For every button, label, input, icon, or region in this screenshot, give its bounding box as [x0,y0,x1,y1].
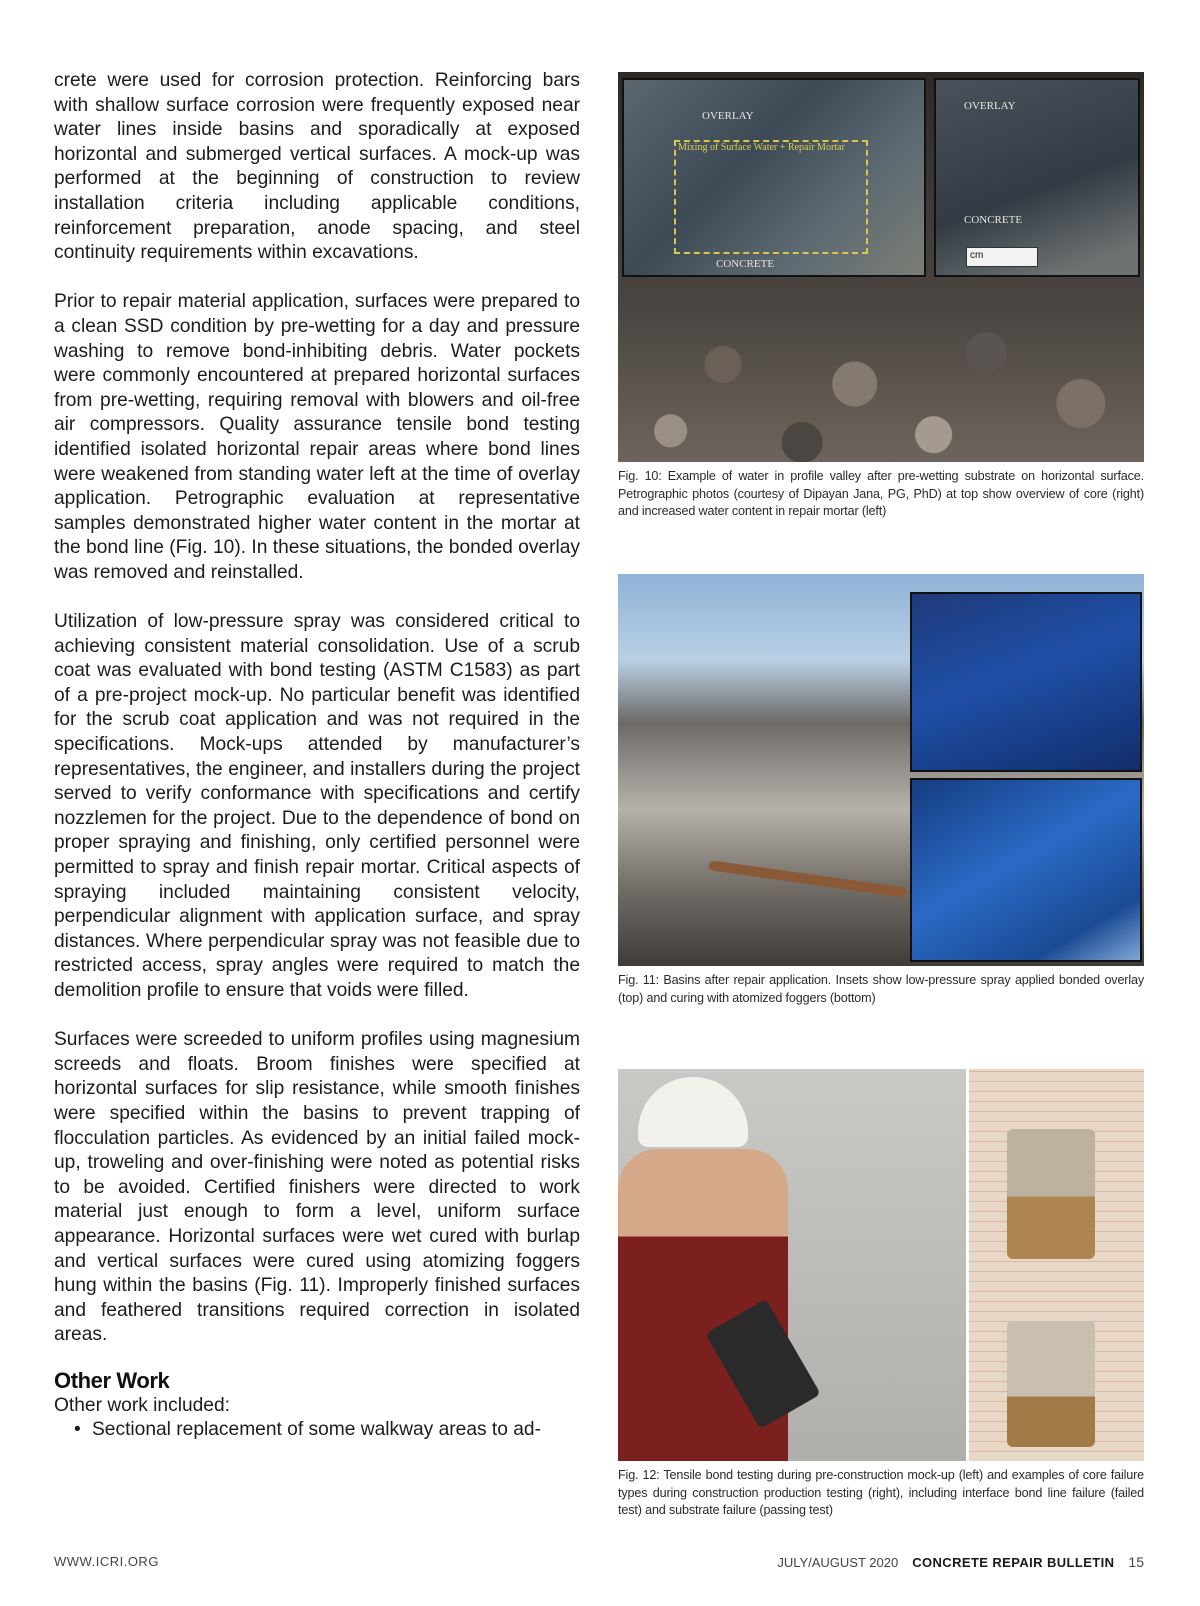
figure-11 [618,574,1144,1007]
footer-website: WWW.ICRI.ORG [54,1554,159,1569]
paragraph: Utilization of low-pressure spray was considered critical to achieving consistent material consolidation. Use of a scrub coat was evaluated with bond testing (ASTM C1583) as part of a pre-project mock-up. No particular benefit was identified for the scrub coat application and was not required in the specifications. Mock-ups attended by manufacturer’s representatives, the engineer, and installers during the project served to verify conformance with specifications and certify nozzlemen for the project. Due to the dependence of bond on proper spraying and finishing, only certified personnel were permitted to spray and finish repair mortar. Critical aspects of spraying included maintaining consistent velocity, perpendicular alignment with application surface, and spray distances. Where perpendicular spray was not feasible due to restricted access, spray angles were required to match the demolition profile to ensure that voids were filled. [54,611,580,1001]
figure-10-photo [618,72,1144,462]
overlay-label: OVERLAY [702,110,754,122]
paragraph: Prior to repair material application, surfaces were prepared to a clean SSD condition by pre-wetting for a day and pressure washing to remove bond-inhibiting debris. Water pockets were commonly encountered at prepared horizontal surfaces from pre-wetting, requiring removal with blowers and oil-free air compressors. Quality assurance tensile bond testing identified isolated horizontal repair areas where bond lines were weakened from standing water left at the time of overlay application. Petrographic evaluation at representative samples demonstrated higher water content in the mortar at the bond line (Fig. 10). In these situations, the bonded overlay was removed and reinstalled. [54,291,580,583]
article-text-column [54,69,580,1443]
paragraph: crete were used for corrosion protection. Reinforcing bars with shallow surface corrosion were frequently exposed near water lines inside basins and sporadically at exposed horizontal and submerged vertical surfaces. A mock-up was performed at the beginning of construction to review installation criteria including applicable conditions, reinforcement preparation, anode spacing, and steel continuity requirements within excavations. [54,70,580,264]
overlay-label: OVERLAY [964,100,1016,112]
core-samples-photo [966,1069,1144,1461]
page-number: 15 [1128,1554,1144,1570]
figure-12-photo [618,1069,1144,1461]
figure-11-caption: Fig. 11: Basins after repair application. Insets show low-pressure spray applied bonded overlay (top) and curing with atomized foggers (bottom) [618,973,1144,1005]
section-heading: Other Work [54,1367,170,1393]
figure-11-photo [618,574,1144,966]
paragraph: Surfaces were screeded to uniform profiles using magnesium screeds and floats. Broom finishes were specified at horizontal surfaces for slip resistance, while smooth finishes were specified within the basins to prevent trapping of flocculation particles. As evidenced by an initial failed mock-up, troweling and over-finishing were noted as potential risks to be avoided. Certified finishers were directed to work material just enough to form a level, uniform surface appearance. Horizontal surfaces were wet cured with burlap and vertical surfaces were cured using atomizing foggers hung within the basins (Fig. 11). Improperly finished surfaces and feathered transitions required correction in isolated areas. [54,1029,580,1346]
publication-name: CONCRETE REPAIR BULLETIN [912,1555,1115,1570]
petrographic-photo-left [622,78,926,277]
scale-bar [966,247,1038,267]
figure-10 [618,72,1144,521]
bullet-list [54,1418,580,1443]
core-sample-substrate-failure [1007,1321,1095,1447]
fogger-curing-inset [910,778,1142,962]
hose [708,860,907,898]
core-sample-interface-failure [1007,1129,1095,1259]
list-item: • Sectional replacement of some walkway areas to ad- [74,1418,580,1443]
footer-info [777,1554,1144,1570]
concrete-label: CONCRETE [716,258,775,270]
figure-12-caption: Fig. 12: Tensile bond testing during pre-construction mock-up (left) and examples of core failure types during construction production testing (right), including interface bond line failure (failed test) and substrate failure (passing test) [618,1468,1144,1517]
scale-unit-label: cm [970,250,984,261]
petrographic-photo-right [934,78,1140,277]
spray-application-inset [910,592,1142,772]
issue-date: JULY/AUGUST 2020 [777,1555,899,1570]
figure-12 [618,1069,1144,1520]
section-intro: Other work included: [54,1394,230,1416]
concrete-label: CONCRETE [964,214,1023,226]
hard-hat [638,1077,748,1147]
figure-10-caption: Fig. 10: Example of water in profile valley after pre-wetting substrate on horizontal surface. Petrographic photos (courtesy of Dipayan Jana, PG, PhD) at top show overview of core (right) and increased water content in repair mortar (left) [618,469,1144,518]
highlight-box [674,140,868,254]
mixing-label: Mixing of Surface Water + Repair Mortar [678,142,845,153]
